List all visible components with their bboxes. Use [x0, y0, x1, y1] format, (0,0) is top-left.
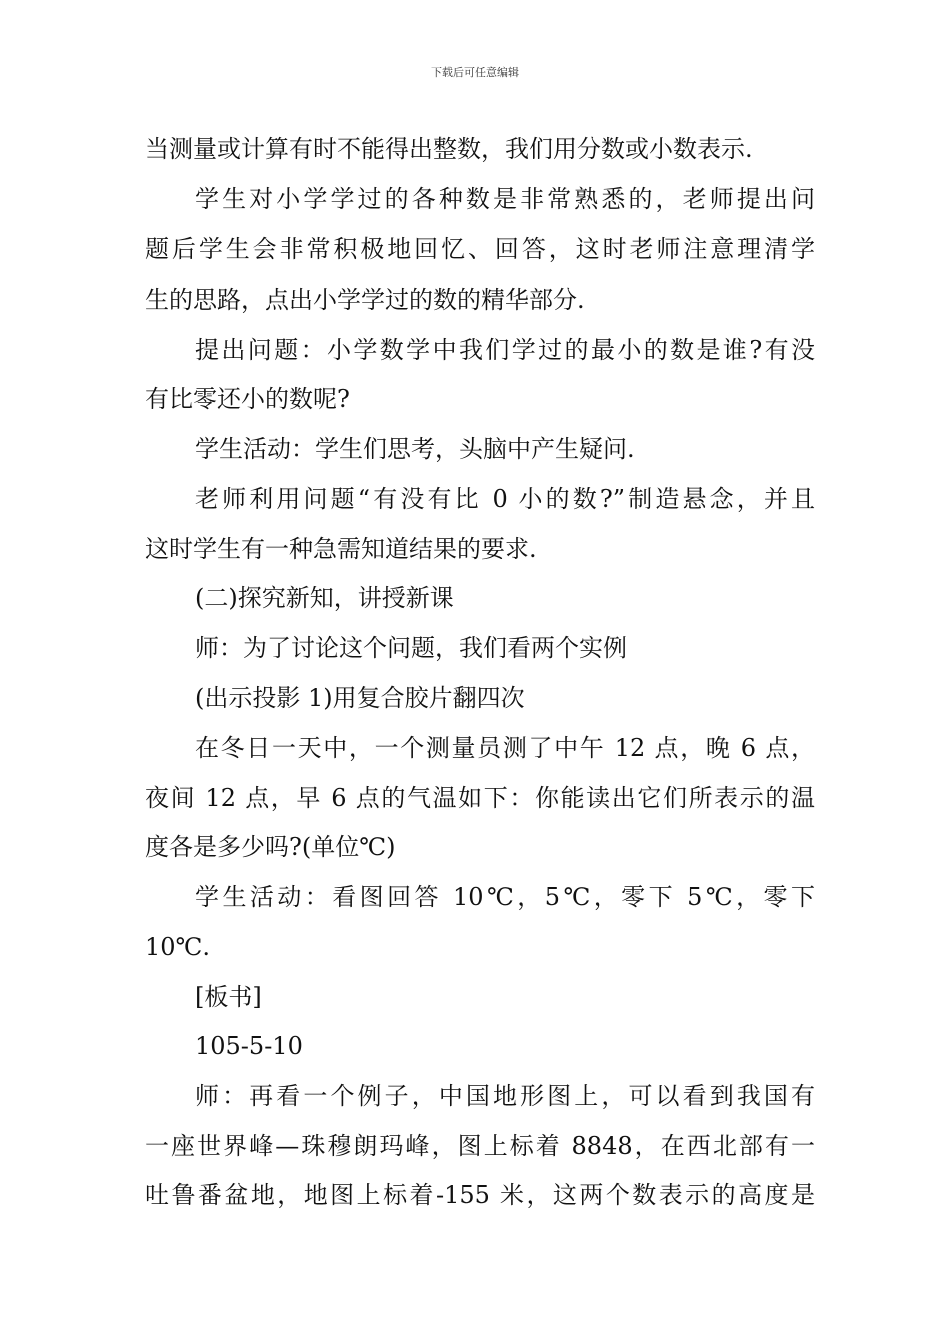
- text-line: 吐鲁番盆地，地图上标着-155 米，这两个数表示的高度是: [145, 1181, 815, 1209]
- page-header: 下载后可任意编辑: [431, 66, 519, 79]
- text-line: 学生对小学学过的各种数是非常熟悉的，老师提出问: [195, 185, 815, 213]
- text-line: 提出问题：小学数学中我们学过的最小的数是谁?有没: [195, 336, 815, 364]
- text-line: 老师利用问题“有没有比 0 小的数?”制造悬念，并且: [195, 485, 815, 513]
- text-line: (出示投影 1)用复合胶片翻四次: [195, 684, 525, 712]
- text-line: 在冬日一天中，一个测量员测了中午 12 点，晚 6 点，: [195, 734, 815, 762]
- text-line: 夜间 12 点，早 6 点的气温如下：你能读出它们所表示的温: [145, 784, 815, 812]
- text-line: 度各是多少吗?(单位℃): [145, 833, 396, 861]
- text-line: 题后学生会非常积极地回忆、回答，这时老师注意理清学: [145, 235, 815, 263]
- text-line: 有比零还小的数呢?: [145, 385, 350, 413]
- board-content: 105-5-10: [195, 1032, 303, 1060]
- text-line: 师：为了讨论这个问题，我们看两个实例: [195, 634, 627, 662]
- text-line: 10℃.: [145, 933, 211, 961]
- text-line: 师：再看一个例子，中国地形图上，可以看到我国有: [195, 1082, 815, 1110]
- board-label: [板书]: [195, 983, 262, 1011]
- text-line: 学生活动：看图回答 10℃，5℃，零下 5℃，零下: [195, 883, 815, 911]
- text-line: 生的思路，点出小学学过的数的精华部分.: [145, 286, 585, 314]
- text-line: 这时学生有一种急需知道结果的要求.: [145, 535, 537, 563]
- section-heading: (二)探究新知，讲授新课: [195, 584, 454, 612]
- text-line: 学生活动：学生们思考，头脑中产生疑问.: [195, 435, 635, 463]
- text-line: 一座世界峰—珠穆朗玛峰，图上标着 8848，在西北部有一: [145, 1132, 815, 1160]
- text-line: 当测量或计算有时不能得出整数，我们用分数或小数表示.: [145, 135, 753, 163]
